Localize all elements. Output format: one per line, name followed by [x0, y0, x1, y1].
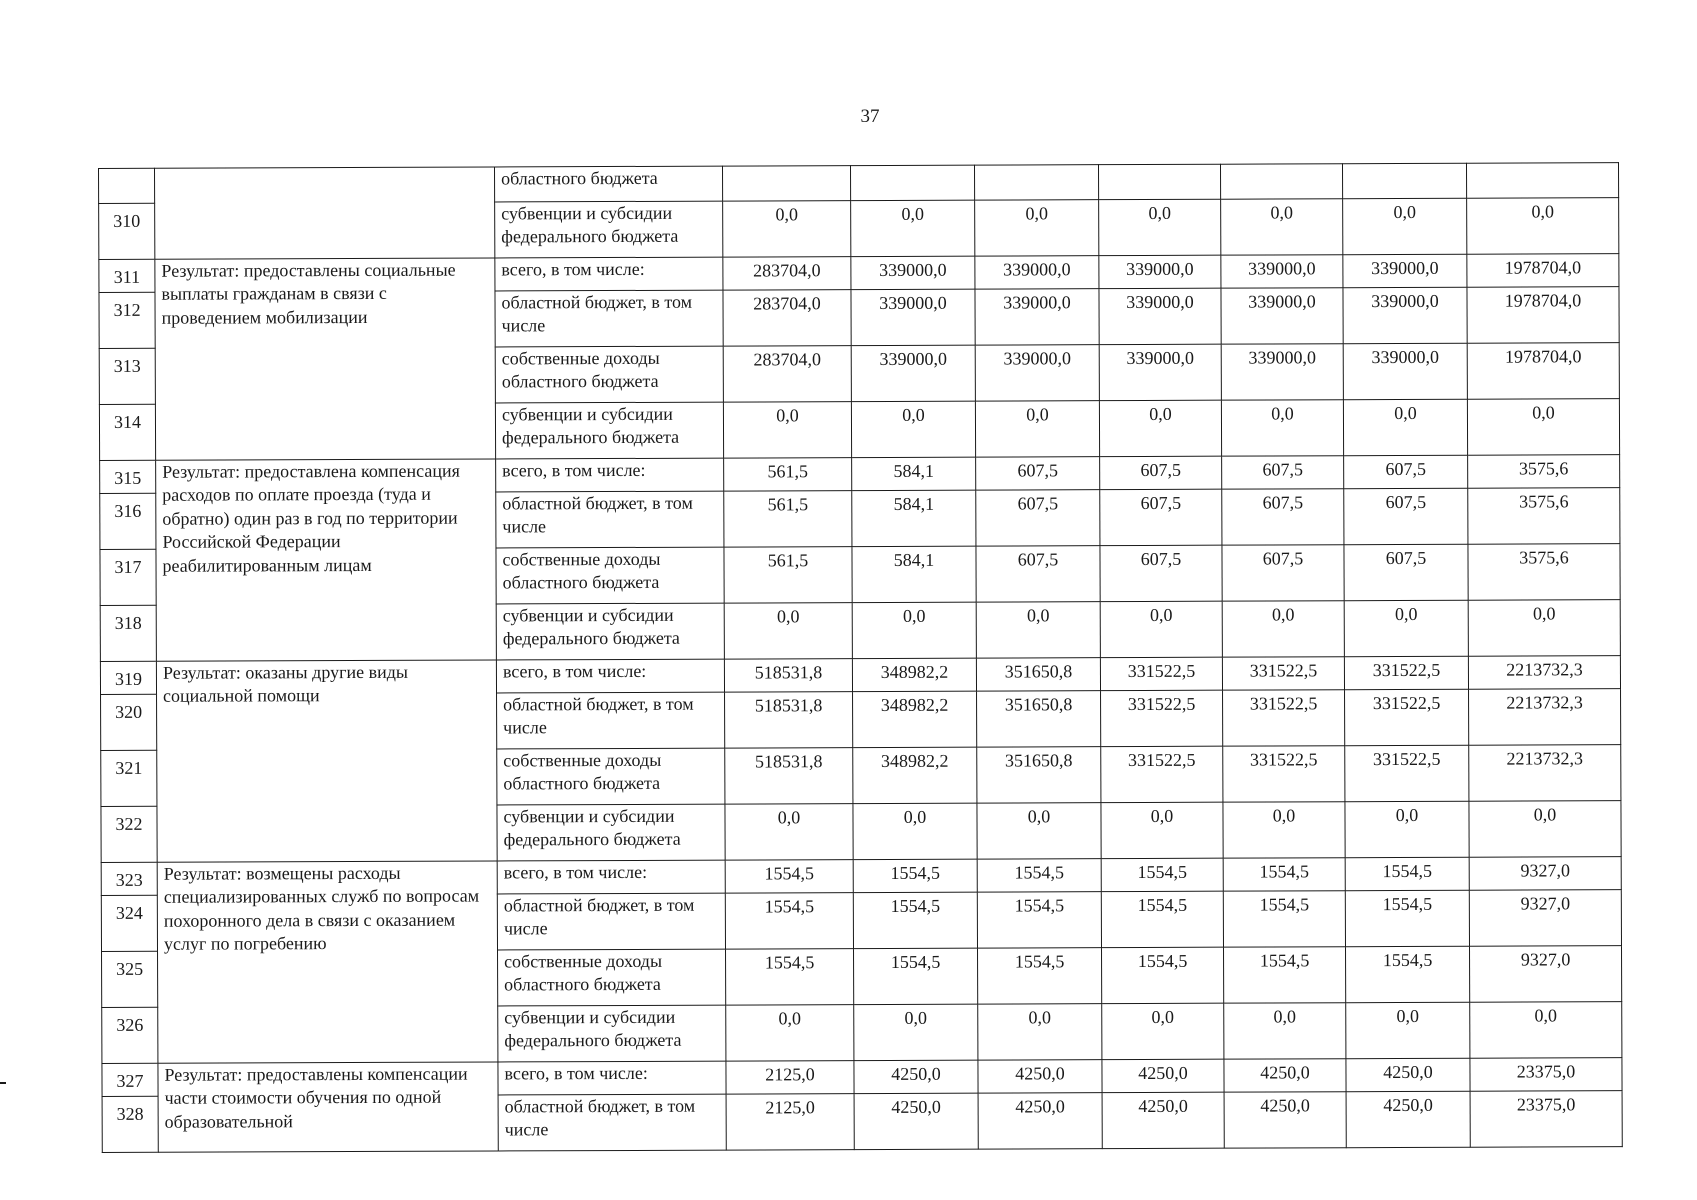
value-cell: [1098, 164, 1220, 199]
row-number: 324: [101, 895, 157, 951]
value-cell: 0,0: [726, 1005, 854, 1061]
value-cell: 561,5: [724, 491, 852, 547]
value-cell: 1554,5: [1101, 891, 1223, 947]
funding-source: собственные доходы областного бюджета: [497, 748, 725, 805]
value-cell: 339000,0: [1221, 344, 1343, 400]
value-cell: 331522,5: [1345, 745, 1469, 801]
value-cell: 0,0: [723, 402, 851, 458]
total-value-cell: [1466, 163, 1618, 199]
value-cell: 607,5: [1344, 488, 1468, 544]
value-cell: [1342, 163, 1466, 198]
value-cell: 331522,5: [1223, 746, 1345, 802]
value-cell: 0,0: [853, 803, 977, 859]
funding-source: субвенции и субсидии федерального бюджета: [498, 1005, 726, 1062]
value-cell: 348982,2: [853, 691, 977, 747]
value-cell: 0,0: [977, 803, 1101, 859]
total-value-cell: 2213732,3: [1469, 745, 1621, 802]
value-cell: 518531,8: [724, 659, 852, 692]
budget-table-container: [98, 162, 1623, 1153]
value-cell: 607,5: [1100, 489, 1222, 545]
value-cell: 1554,5: [854, 948, 978, 1004]
value-cell: 0,0: [1343, 198, 1467, 254]
funding-source: субвенции и субсидии федерального бюджета: [495, 402, 723, 459]
row-number: 313: [99, 348, 155, 404]
value-cell: 339000,0: [1343, 254, 1467, 287]
value-cell: 0,0: [1224, 1003, 1346, 1059]
funding-source: собственные доходы областного бюджета: [498, 949, 726, 1006]
row-number: 314: [99, 404, 155, 460]
value-cell: 1554,5: [1345, 857, 1469, 890]
total-value-cell: 1978704,0: [1467, 287, 1619, 344]
value-cell: 1554,5: [1223, 891, 1345, 947]
total-value-cell: 9327,0: [1469, 890, 1621, 947]
result-description: Результат: предоставлены компенсации части стоимости обучения по одной образовательной: [158, 1062, 498, 1152]
value-cell: 0,0: [975, 200, 1099, 256]
row-number: 312: [99, 292, 155, 348]
result-description: Результат: предоставлены социальные выплаты гражданам в связи с проведением мобилизации: [155, 258, 496, 460]
value-cell: 0,0: [1099, 199, 1221, 255]
value-cell: 339000,0: [851, 256, 975, 289]
total-value-cell: 23375,0: [1470, 1091, 1622, 1148]
total-value-cell: 3575,6: [1468, 488, 1620, 545]
total-value-cell: 2213732,3: [1468, 656, 1620, 690]
funding-source: собственные доходы областного бюджета: [495, 346, 723, 403]
row-number: 327: [102, 1063, 158, 1096]
value-cell: 584,1: [852, 457, 976, 490]
value-cell: 339000,0: [1099, 255, 1221, 288]
value-cell: 331522,5: [1345, 689, 1469, 745]
value-cell: 351650,8: [976, 658, 1100, 691]
value-cell: 331522,5: [1101, 690, 1223, 746]
value-cell: 339000,0: [975, 289, 1099, 345]
total-value-cell: 1978704,0: [1467, 343, 1619, 400]
value-cell: 339000,0: [975, 256, 1099, 289]
funding-source: областной бюджет, в том числе: [498, 1094, 726, 1151]
value-cell: 0,0: [1099, 400, 1221, 456]
value-cell: [722, 166, 850, 201]
value-cell: 607,5: [1222, 545, 1344, 601]
value-cell: 0,0: [1343, 399, 1467, 455]
total-value-cell: 0,0: [1469, 801, 1621, 858]
value-cell: 339000,0: [1343, 343, 1467, 399]
value-cell: 2125,0: [726, 1061, 854, 1094]
value-cell: 607,5: [1100, 545, 1222, 601]
value-cell: 351650,8: [977, 691, 1101, 747]
value-cell: 283704,0: [723, 257, 851, 290]
total-value-cell: 2213732,3: [1469, 689, 1621, 746]
row-number: 315: [100, 460, 156, 493]
value-cell: 351650,8: [977, 747, 1101, 803]
total-value-cell: 0,0: [1467, 198, 1619, 255]
page-number: 37: [860, 106, 880, 127]
value-cell: 4250,0: [1346, 1091, 1470, 1147]
value-cell: 607,5: [1344, 544, 1468, 600]
row-number: 320: [101, 694, 157, 750]
total-value-cell: 3575,6: [1468, 455, 1620, 489]
value-cell: 4250,0: [978, 1093, 1102, 1149]
result-description: Результат: оказаны другие виды социальной помощи: [156, 660, 497, 862]
row-number: 319: [100, 661, 156, 694]
value-cell: 1554,5: [977, 859, 1101, 892]
value-cell: 1554,5: [1224, 947, 1346, 1003]
result-description: Результат: возмещены расходы специализированных служб по вопросам похоронного дела в связи с оказанием услуг по погребению: [157, 861, 498, 1063]
row-number: 326: [102, 1007, 158, 1063]
value-cell: 4250,0: [1102, 1092, 1224, 1148]
value-cell: 4250,0: [1224, 1059, 1346, 1092]
value-cell: 1554,5: [978, 948, 1102, 1004]
value-cell: 0,0: [1344, 600, 1468, 656]
funding-source: областной бюджет, в том числе: [495, 290, 723, 347]
value-cell: 4250,0: [978, 1060, 1102, 1093]
total-value-cell: 0,0: [1467, 399, 1619, 456]
value-cell: 0,0: [854, 1004, 978, 1060]
value-cell: 1554,5: [726, 949, 854, 1005]
value-cell: 339000,0: [1221, 255, 1343, 288]
total-value-cell: 23375,0: [1470, 1058, 1622, 1092]
value-cell: 584,1: [852, 546, 976, 602]
value-cell: 1554,5: [853, 892, 977, 948]
value-cell: 607,5: [976, 546, 1100, 602]
value-cell: 607,5: [1222, 489, 1344, 545]
value-cell: 1554,5: [1102, 947, 1224, 1003]
value-cell: 561,5: [724, 547, 852, 603]
funding-source: областной бюджет, в том числе: [497, 893, 725, 950]
table-row: [99, 163, 1619, 204]
value-cell: 0,0: [1101, 802, 1223, 858]
value-cell: 331522,5: [1344, 656, 1468, 689]
value-cell: 607,5: [1222, 456, 1344, 489]
value-cell: 2125,0: [726, 1094, 854, 1150]
row-number: [99, 168, 155, 203]
total-value-cell: 1978704,0: [1467, 254, 1619, 288]
value-cell: 607,5: [976, 457, 1100, 490]
funding-source: всего, в том числе:: [498, 1061, 726, 1095]
value-cell: 0,0: [851, 200, 975, 256]
value-cell: 331522,5: [1100, 657, 1222, 690]
row-number: 323: [101, 862, 157, 895]
value-cell: [850, 165, 974, 200]
result-description: [155, 167, 495, 259]
value-cell: 518531,8: [725, 692, 853, 748]
margin-mark: [0, 1082, 6, 1084]
value-cell: 339000,0: [1099, 344, 1221, 400]
value-cell: 1554,5: [725, 860, 853, 893]
value-cell: 1554,5: [1101, 858, 1223, 891]
value-cell: 607,5: [976, 490, 1100, 546]
value-cell: 283704,0: [723, 290, 851, 346]
value-cell: 331522,5: [1223, 690, 1345, 746]
row-number: 318: [100, 605, 156, 661]
total-value-cell: 3575,6: [1468, 544, 1620, 601]
row-number: 322: [101, 806, 157, 862]
value-cell: 0,0: [1345, 801, 1469, 857]
value-cell: 0,0: [1221, 400, 1343, 456]
value-cell: 0,0: [976, 602, 1100, 658]
total-value-cell: 0,0: [1470, 1002, 1622, 1059]
value-cell: 0,0: [1102, 1003, 1224, 1059]
funding-source: субвенции и субсидии федерального бюджета: [496, 603, 724, 660]
row-number: 317: [100, 549, 156, 605]
total-value-cell: 0,0: [1468, 600, 1620, 657]
value-cell: 518531,8: [725, 748, 853, 804]
value-cell: 1554,5: [853, 859, 977, 892]
funding-source: собственные доходы областного бюджета: [496, 547, 724, 604]
funding-source: субвенции и субсидии федерального бюджета: [497, 804, 725, 861]
total-value-cell: 9327,0: [1469, 857, 1621, 891]
value-cell: 339000,0: [1099, 288, 1221, 344]
value-cell: 331522,5: [1222, 657, 1344, 690]
value-cell: 4250,0: [854, 1093, 978, 1149]
value-cell: 561,5: [724, 458, 852, 491]
value-cell: 283704,0: [723, 346, 851, 402]
value-cell: 0,0: [852, 602, 976, 658]
value-cell: 0,0: [1346, 1002, 1470, 1058]
value-cell: 0,0: [724, 603, 852, 659]
budget-table: [98, 162, 1623, 1153]
row-number: 328: [102, 1096, 158, 1152]
result-description: Результат: предоставлена компенсация расходов по оплате проезда (туда и обратно) один раз в год по территории Российской Федерации реабилитированным лицам: [156, 459, 497, 661]
value-cell: 0,0: [725, 804, 853, 860]
funding-source: областной бюджет, в том числе: [497, 692, 725, 749]
value-cell: 4250,0: [1346, 1058, 1470, 1091]
value-cell: 0,0: [978, 1004, 1102, 1060]
value-cell: 348982,2: [853, 747, 977, 803]
funding-source: областной бюджет, в том числе: [496, 491, 724, 548]
funding-source: всего, в том числе:: [497, 860, 725, 894]
value-cell: 339000,0: [1343, 287, 1467, 343]
value-cell: 607,5: [1344, 455, 1468, 488]
value-cell: 339000,0: [851, 289, 975, 345]
row-number: 325: [102, 951, 158, 1007]
funding-source: субвенции и субсидии федерального бюджета: [495, 201, 723, 258]
row-number: 321: [101, 750, 157, 806]
value-cell: 339000,0: [1221, 288, 1343, 344]
value-cell: 1554,5: [1223, 858, 1345, 891]
funding-source: всего, в том числе:: [496, 458, 724, 492]
row-number: 310: [99, 203, 155, 259]
value-cell: 0,0: [1222, 601, 1344, 657]
value-cell: 4250,0: [1224, 1092, 1346, 1148]
funding-source: областного бюджета: [494, 166, 722, 202]
funding-source: всего, в том числе:: [496, 659, 724, 693]
funding-source: всего, в том числе:: [495, 257, 723, 291]
row-number: 311: [99, 259, 155, 292]
value-cell: 331522,5: [1101, 746, 1223, 802]
value-cell: 0,0: [851, 401, 975, 457]
value-cell: 1554,5: [1345, 890, 1469, 946]
value-cell: 4250,0: [854, 1060, 978, 1093]
value-cell: 1554,5: [725, 893, 853, 949]
value-cell: 339000,0: [975, 345, 1099, 401]
value-cell: 4250,0: [1102, 1059, 1224, 1092]
value-cell: 339000,0: [851, 345, 975, 401]
value-cell: 0,0: [1223, 802, 1345, 858]
value-cell: 348982,2: [852, 658, 976, 691]
value-cell: 584,1: [852, 490, 976, 546]
value-cell: 1554,5: [1345, 946, 1469, 1002]
value-cell: [974, 165, 1098, 200]
value-cell: 0,0: [723, 201, 851, 257]
value-cell: [1220, 164, 1342, 199]
row-number: 316: [100, 493, 156, 549]
value-cell: 1554,5: [977, 892, 1101, 948]
total-value-cell: 9327,0: [1469, 946, 1621, 1003]
value-cell: 607,5: [1100, 456, 1222, 489]
value-cell: 0,0: [975, 401, 1099, 457]
value-cell: 0,0: [1100, 601, 1222, 657]
value-cell: 0,0: [1221, 199, 1343, 255]
